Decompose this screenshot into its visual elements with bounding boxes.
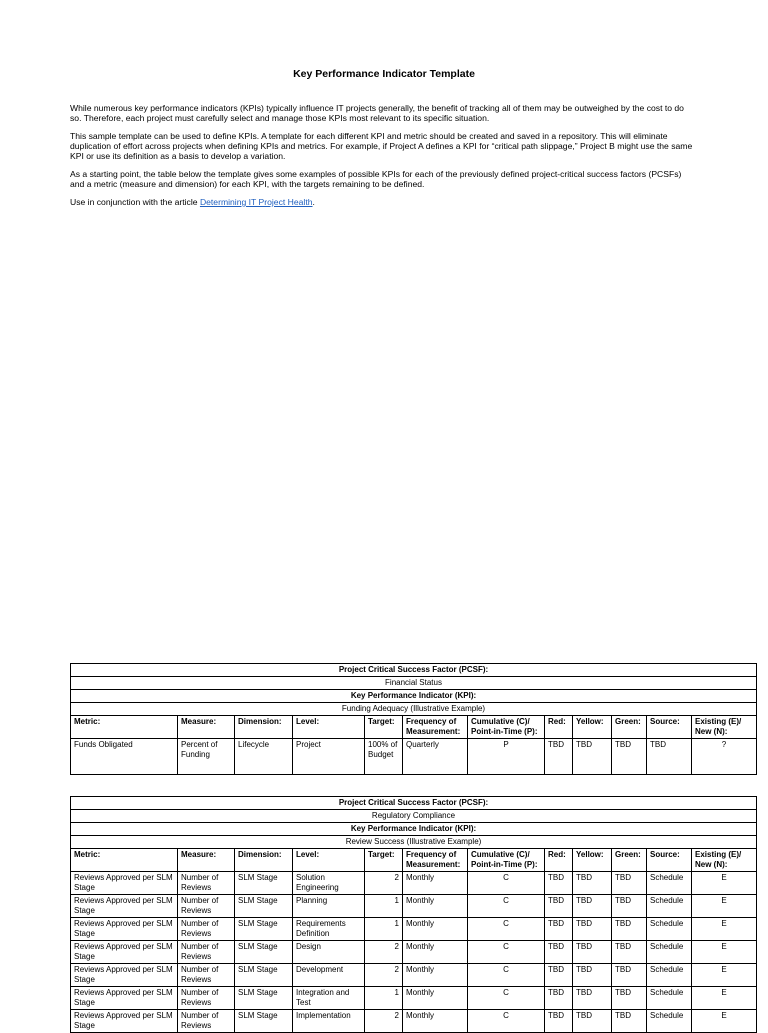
green-cell: TBD [612, 987, 647, 1010]
green-cell: TBD [612, 872, 647, 895]
frequency-cell: Quarterly [403, 739, 468, 775]
dimension-cell: SLM Stage [235, 941, 293, 964]
column-header: Frequency of Measurement: [403, 716, 468, 739]
red-cell: TBD [545, 895, 573, 918]
dimension-cell: Lifecycle [235, 739, 293, 775]
pcsf-label: Project Critical Success Factor (PCSF): [71, 664, 757, 677]
article-link[interactable]: Determining IT Project Health [199, 197, 313, 207]
kpi-label: Key Performance Indicator (KPI): [71, 690, 757, 703]
column-header: Red: [545, 849, 573, 872]
column-header: Green: [612, 849, 647, 872]
measure-cell: Number of Reviews [178, 1010, 235, 1033]
kpi-label: Key Performance Indicator (KPI): [71, 823, 757, 836]
target-cell: 1 [365, 987, 403, 1010]
article-reference-prefix: Use in conjunction with the article [70, 197, 200, 207]
green-cell: TBD [612, 964, 647, 987]
source-cell: Schedule [647, 941, 692, 964]
intro-text [70, 103, 695, 215]
measure-cell: Number of Reviews [178, 872, 235, 895]
measure-cell: Percent of Funding [178, 739, 235, 775]
column-header: Target: [365, 716, 403, 739]
existing-cell: E [692, 872, 757, 895]
column-header: Metric: [71, 716, 178, 739]
column-header: Measure: [178, 716, 235, 739]
column-header: Dimension: [235, 716, 293, 739]
column-header: Frequency of Measurement: [403, 849, 468, 872]
metric-cell: Reviews Approved per SLM Stage [71, 964, 178, 987]
red-cell: TBD [545, 941, 573, 964]
frequency-cell: Monthly [403, 987, 468, 1010]
metric-cell: Reviews Approved per SLM Stage [71, 941, 178, 964]
existing-cell: E [692, 895, 757, 918]
metric-cell: Reviews Approved per SLM Stage [71, 1010, 178, 1033]
column-header: Source: [647, 849, 692, 872]
existing-cell: ? [692, 739, 757, 775]
level-cell: Solution Engineering [293, 872, 365, 895]
cumulative-cell: C [468, 941, 545, 964]
existing-cell: E [692, 987, 757, 1010]
yellow-cell: TBD [573, 739, 612, 775]
cumulative-cell: P [468, 739, 545, 775]
existing-cell: E [692, 964, 757, 987]
measure-cell: Number of Reviews [178, 918, 235, 941]
column-header: Existing (E)/ New (N): [692, 716, 757, 739]
table-row [71, 964, 757, 987]
level-cell: Project [293, 739, 365, 775]
dimension-cell: SLM Stage [235, 895, 293, 918]
pcsf-value: Financial Status [71, 677, 757, 690]
frequency-cell: Monthly [403, 872, 468, 895]
column-header: Source: [647, 716, 692, 739]
column-header: Dimension: [235, 849, 293, 872]
column-header: Level: [293, 716, 365, 739]
table-row [71, 987, 757, 1010]
green-cell: TBD [612, 739, 647, 775]
frequency-cell: Monthly [403, 1010, 468, 1033]
target-cell: 2 [365, 1010, 403, 1033]
pcsf-value: Regulatory Compliance [71, 810, 757, 823]
target-cell: 2 [365, 941, 403, 964]
frequency-cell: Monthly [403, 918, 468, 941]
column-header: Green: [612, 716, 647, 739]
table-row [71, 918, 757, 941]
column-header-row [71, 849, 757, 872]
intro-paragraph: This sample template can be used to define KPIs. A template for each different KPI and metric should be created and saved in a repository. This will eliminate duplication of effort across projects when defining KPIs and metrics. For example, if Project A defines a KPI for “critical path slippage,” Project B might use the same KPI or use its definition as a basis to develop a variation. [70, 131, 693, 161]
table-row [71, 739, 757, 775]
kpi-table-review [70, 796, 757, 1033]
source-cell: Schedule [647, 1010, 692, 1033]
intro-paragraph: As a starting point, the table below the template gives some examples of possible KPIs for each of the previously defined project-critical success factors (PCSFs) and a metric (measure and dimension) for each KPI, with the targets remaining to be defined. [70, 169, 682, 189]
green-cell: TBD [612, 941, 647, 964]
frequency-cell: Monthly [403, 941, 468, 964]
target-cell: 1 [365, 918, 403, 941]
metric-cell: Reviews Approved per SLM Stage [71, 895, 178, 918]
document-title: Key Performance Indicator Template [293, 68, 475, 80]
yellow-cell: TBD [573, 872, 612, 895]
cumulative-cell: C [468, 918, 545, 941]
level-cell: Development [293, 964, 365, 987]
target-cell: 2 [365, 872, 403, 895]
source-cell: Schedule [647, 872, 692, 895]
column-header-row [71, 716, 757, 739]
red-cell: TBD [545, 1010, 573, 1033]
intro-paragraph: While numerous key performance indicators (KPIs) typically influence IT projects generally, the benefit of tracking all of them may be outweighed by the cost to do so. Therefore, each project must carefully select and manage those KPIs most relevant to its specific situation. [70, 103, 684, 123]
yellow-cell: TBD [573, 964, 612, 987]
dimension-cell: SLM Stage [235, 918, 293, 941]
level-cell: Implementation [293, 1010, 365, 1033]
measure-cell: Number of Reviews [178, 895, 235, 918]
measure-cell: Number of Reviews [178, 941, 235, 964]
red-cell: TBD [545, 739, 573, 775]
existing-cell: E [692, 1010, 757, 1033]
green-cell: TBD [612, 1010, 647, 1033]
kpi-value: Review Success (Illustrative Example) [71, 836, 757, 849]
metric-cell: Reviews Approved per SLM Stage [71, 918, 178, 941]
source-cell: TBD [647, 739, 692, 775]
frequency-cell: Monthly [403, 895, 468, 918]
level-cell: Planning [293, 895, 365, 918]
source-cell: Schedule [647, 918, 692, 941]
article-reference [70, 197, 695, 207]
level-cell: Requirements Definition [293, 918, 365, 941]
source-cell: Schedule [647, 895, 692, 918]
yellow-cell: TBD [573, 895, 612, 918]
column-header: Existing (E)/ New (N): [692, 849, 757, 872]
dimension-cell: SLM Stage [235, 872, 293, 895]
metric-cell: Reviews Approved per SLM Stage [71, 987, 178, 1010]
yellow-cell: TBD [573, 1010, 612, 1033]
column-header: Target: [365, 849, 403, 872]
source-cell: Schedule [647, 987, 692, 1010]
cumulative-cell: C [468, 964, 545, 987]
table-row [71, 872, 757, 895]
column-header: Yellow: [573, 716, 612, 739]
column-header: Metric: [71, 849, 178, 872]
target-cell: 2 [365, 964, 403, 987]
yellow-cell: TBD [573, 987, 612, 1010]
level-cell: Integration and Test [293, 987, 365, 1010]
frequency-cell: Monthly [403, 964, 468, 987]
kpi-value: Funding Adequacy (Illustrative Example) [71, 703, 757, 716]
column-header: Yellow: [573, 849, 612, 872]
dimension-cell: SLM Stage [235, 987, 293, 1010]
column-header: Cumulative (C)/ Point-in-Time (P): [468, 716, 545, 739]
metric-cell: Funds Obligated [71, 739, 178, 775]
kpi-table-funding [70, 663, 757, 775]
table-row [71, 941, 757, 964]
measure-cell: Number of Reviews [178, 964, 235, 987]
column-header: Level: [293, 849, 365, 872]
green-cell: TBD [612, 918, 647, 941]
cumulative-cell: C [468, 895, 545, 918]
target-cell: 100% of Budget [365, 739, 403, 775]
red-cell: TBD [545, 872, 573, 895]
green-cell: TBD [612, 895, 647, 918]
column-header: Measure: [178, 849, 235, 872]
table-row [71, 895, 757, 918]
red-cell: TBD [545, 964, 573, 987]
measure-cell: Number of Reviews [178, 987, 235, 1010]
dimension-cell: SLM Stage [235, 964, 293, 987]
metric-cell: Reviews Approved per SLM Stage [71, 872, 178, 895]
column-header: Red: [545, 716, 573, 739]
source-cell: Schedule [647, 964, 692, 987]
target-cell: 1 [365, 895, 403, 918]
cumulative-cell: C [468, 872, 545, 895]
red-cell: TBD [545, 987, 573, 1010]
yellow-cell: TBD [573, 918, 612, 941]
existing-cell: E [692, 941, 757, 964]
article-reference-suffix: . [312, 197, 315, 207]
cumulative-cell: C [468, 987, 545, 1010]
column-header: Cumulative (C)/ Point-in-Time (P): [468, 849, 545, 872]
red-cell: TBD [545, 918, 573, 941]
dimension-cell: SLM Stage [235, 1010, 293, 1033]
table-row [71, 1010, 757, 1033]
pcsf-label: Project Critical Success Factor (PCSF): [71, 797, 757, 810]
yellow-cell: TBD [573, 941, 612, 964]
cumulative-cell: C [468, 1010, 545, 1033]
level-cell: Design [293, 941, 365, 964]
existing-cell: E [692, 918, 757, 941]
